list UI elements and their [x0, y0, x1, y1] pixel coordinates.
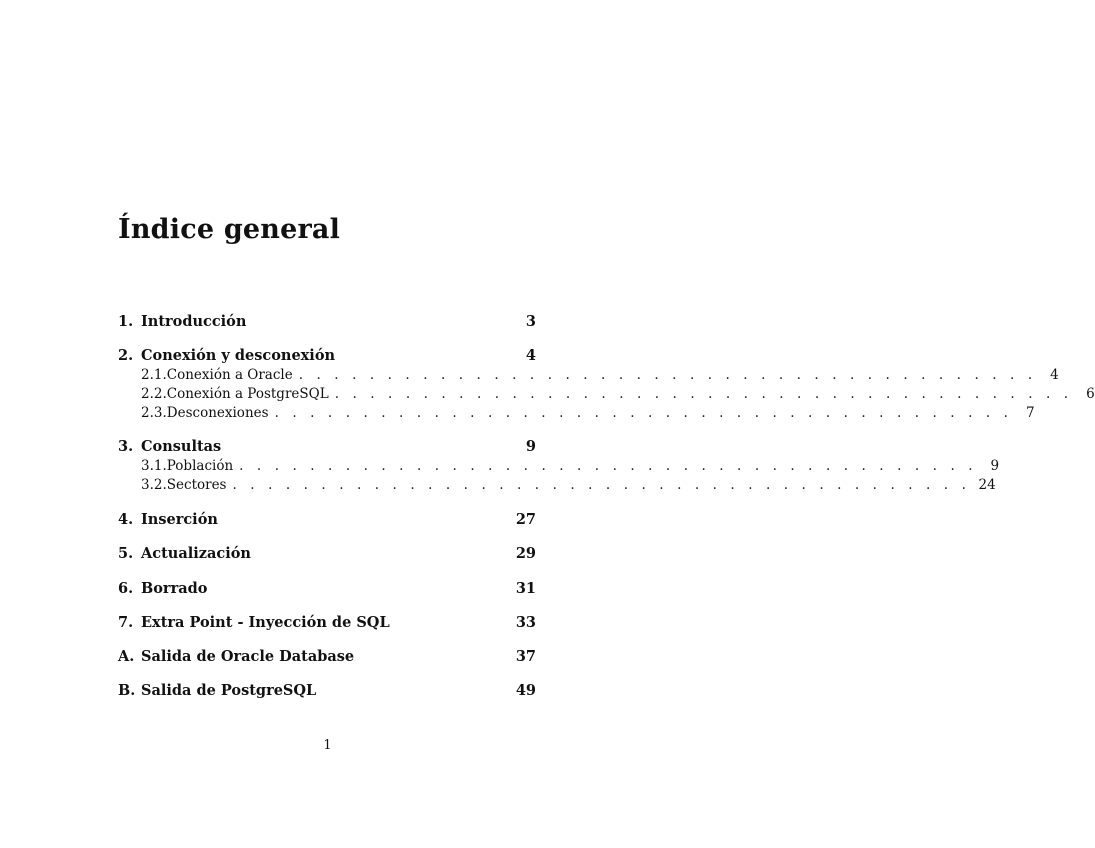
- toc-entry-label: Borrado: [141, 580, 208, 597]
- toc-entry-page: 37: [515, 648, 536, 665]
- toc-entry-number: 3.: [118, 438, 134, 455]
- toc-entry-number: 2.3.: [141, 405, 167, 421]
- toc-entry-4[interactable]: [118, 511, 536, 531]
- dot-leader: . . . . . . . . . . . . . . . . . . . . . . . . . . . . . . . . . . . . . . . . . .: [274, 405, 1013, 421]
- toc-entry-3-2[interactable]: [118, 477, 996, 497]
- toc-entry-label: Inserción: [141, 511, 218, 528]
- toc-entry-number: 2.2.: [141, 386, 167, 402]
- toc-entry-7[interactable]: [118, 614, 536, 634]
- toc-entry-page: 29: [515, 545, 536, 562]
- toc-entry-page: 24: [978, 477, 996, 493]
- toc-entry-label: Salida de Oracle Database: [141, 648, 355, 665]
- toc-entry-number: 3.1.: [141, 458, 167, 474]
- toc-entry-6[interactable]: [118, 580, 536, 600]
- toc-entry-page: 27: [515, 511, 536, 528]
- toc-entry-number: 2.1.: [141, 367, 167, 383]
- toc-entry-page: 4: [1050, 367, 1059, 383]
- toc-entry-number: 5.: [118, 545, 134, 562]
- toc-entry-label: Extra Point - Inyección de SQL: [141, 614, 390, 631]
- toc-entry-b[interactable]: [118, 682, 536, 702]
- toc-entry-2-2[interactable]: [118, 386, 1095, 406]
- toc-entry-label: Salida de PostgreSQL: [141, 682, 317, 699]
- toc-entry-number: B.: [118, 682, 136, 699]
- dot-leader: . . . . . . . . . . . . . . . . . . . . . . . . . . . . . . . . . . . . . . . . . .: [334, 386, 1073, 402]
- page-title: Índice general: [118, 214, 341, 245]
- dot-leader: . . . . . . . . . . . . . . . . . . . . . . . . . . . . . . . . . . . . . . . . . .: [239, 458, 978, 474]
- toc-entry-2-1[interactable]: [118, 367, 1059, 387]
- toc-entry-label: Población: [166, 458, 234, 474]
- toc-entry-5[interactable]: [118, 545, 536, 565]
- toc-entry-label: Actualización: [141, 545, 251, 562]
- toc-entry-3-1[interactable]: [118, 458, 1000, 478]
- toc-entry-a[interactable]: [118, 648, 536, 668]
- toc-entry-page: 9: [990, 458, 1000, 474]
- toc-entry-page: 3: [525, 313, 536, 330]
- toc-entry-number: 3.2.: [141, 477, 167, 493]
- toc-entry-2[interactable]: [118, 347, 536, 367]
- toc-entry-number: 6.: [118, 580, 134, 597]
- toc-entry-number: A.: [118, 648, 135, 665]
- toc-entry-page: 4: [525, 347, 536, 364]
- toc-entry-number: 7.: [118, 614, 134, 631]
- toc-entry-number: 1.: [118, 313, 134, 330]
- toc-entry-label: Consultas: [141, 438, 222, 455]
- toc-entry-page: 33: [515, 614, 536, 631]
- toc-entry-2-3[interactable]: [118, 405, 1035, 425]
- toc-entry-number: 2.: [118, 347, 134, 364]
- toc-entry-label: Conexión y desconexión: [141, 347, 336, 364]
- dot-leader: . . . . . . . . . . . . . . . . . . . . . . . . . . . . . . . . . . . . . . . . . .: [298, 367, 1037, 383]
- toc-entry-number: 4.: [118, 511, 134, 528]
- toc-entry-label: Sectores: [166, 477, 227, 493]
- toc-entry-page: 6: [1086, 386, 1095, 402]
- toc-entry-1[interactable]: [118, 313, 536, 333]
- dot-leader: . . . . . . . . . . . . . . . . . . . . . . . . . . . . . . . . . . . . . . . . . .: [232, 477, 971, 493]
- toc-entry-3[interactable]: [118, 438, 536, 458]
- toc-entry-page: 49: [515, 682, 536, 699]
- toc-entry-label: Conexión a Oracle: [166, 367, 293, 383]
- toc-entry-page: 9: [525, 438, 536, 455]
- toc-entry-label: Introducción: [141, 313, 247, 330]
- toc-entry-page: 31: [515, 580, 536, 597]
- page-number: 1: [323, 738, 332, 753]
- toc-entry-page: 7: [1025, 405, 1035, 421]
- toc-entry-label: Conexión a PostgreSQL: [166, 386, 329, 402]
- toc-entry-label: Desconexiones: [166, 405, 269, 421]
